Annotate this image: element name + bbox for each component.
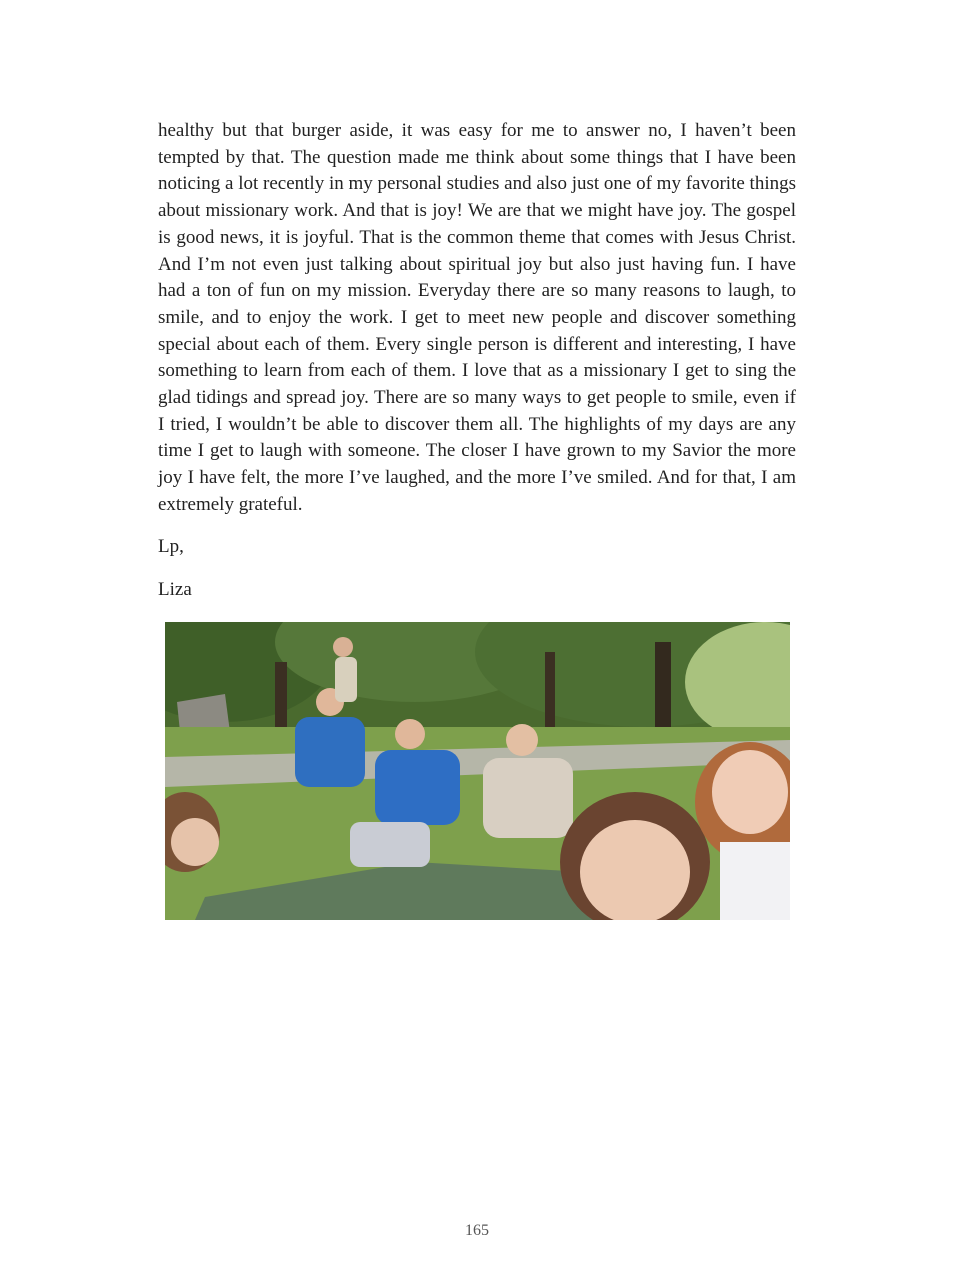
group-photo (165, 622, 790, 920)
page-number: 165 (465, 1222, 489, 1239)
body-paragraph: healthy but that burger aside, it was easy for me to answer no, I haven’t been tempted by that. The question made me think about some things that I have been noticing a lot recently in my personal studies and also just one of my favorite things about missionary work. And that is joy! We are that we might have joy. The gospel is good news, it is joyful. That is the common theme that comes with Jesus Christ. And I’m not even just talking about spiritual joy but also just having fun. I have had a ton of fun on my mission. Everyday there are so many reasons to laugh, to smile, and to enjoy the work. I get to meet new people and discover something special about each of them. Every single person is different and interesting, I have something to learn from each of them. I love that as a missionary I get to sing the glad tidings and spread joy. There are so many ways to get people to smile, even if I tried, I wouldn’t be able to discover them all. The highlights of my days are any time I get to laugh with someone. The closer I have grown to my Savior the more joy I have felt, the more I’ve laughed, and the more I’ve smiled. And for that, I am extremely grateful. (158, 120, 796, 515)
signature: Liza (158, 579, 192, 600)
closing-line: Lp, (158, 536, 184, 557)
